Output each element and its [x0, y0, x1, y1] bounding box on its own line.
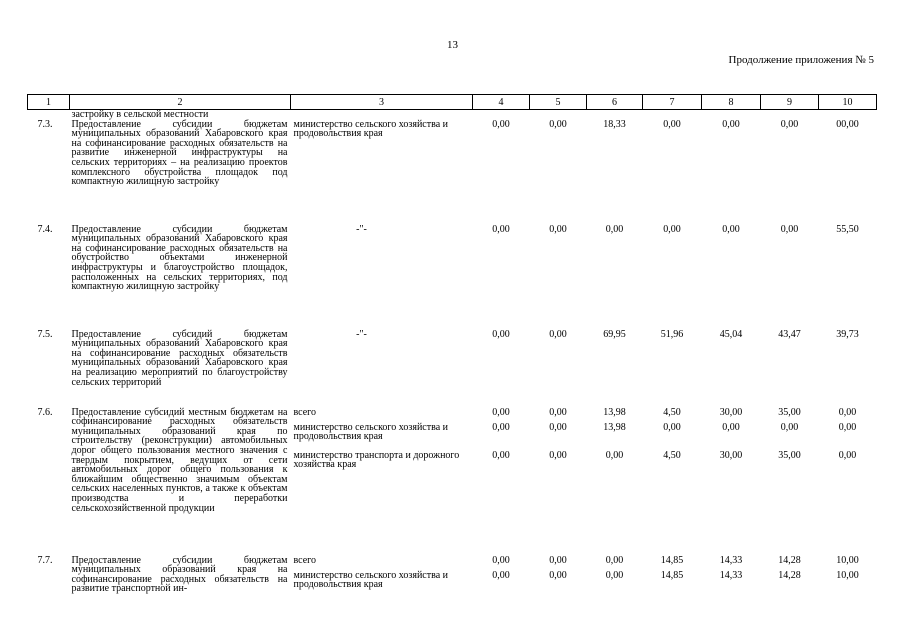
value-cell: 0,00 — [663, 223, 681, 235]
value-cell: 43,47 — [778, 328, 801, 340]
col-header-1: 1 — [28, 95, 70, 110]
value-cell: 0,00 — [838, 449, 857, 461]
row-number: 7.6. — [37, 406, 53, 418]
value-cell: 0,00 — [838, 406, 857, 418]
col-header-7: 7 — [643, 95, 702, 110]
row-number: 7.5. — [37, 328, 53, 340]
value-column — [643, 556, 702, 596]
value-cell: 30,00 — [719, 406, 743, 418]
value-cell: 18,33 — [603, 118, 626, 130]
value-cell: 0,00 — [549, 328, 567, 340]
value-cell: 0,00 — [663, 421, 681, 433]
page-number: 13 — [447, 39, 458, 51]
value-column — [702, 556, 761, 596]
col-header-5: 5 — [530, 95, 587, 110]
value-cell: 14,28 — [778, 569, 801, 581]
value-cell: 0,00 — [663, 118, 681, 130]
value-cell: 00,00 — [836, 118, 859, 130]
table-row — [28, 330, 877, 408]
row-executor: -"- — [356, 223, 367, 235]
value-cell: 30,00 — [719, 449, 743, 461]
header-row — [28, 95, 877, 110]
col-header-9: 9 — [761, 95, 819, 110]
row-executor: министерство сельского хозяйства и продовольствия края — [293, 118, 448, 140]
value-cell: 69,95 — [603, 328, 626, 340]
value-cell: 0,00 — [605, 449, 624, 461]
executor-agriculture: министерство сельского хозяйства и продовольствия края — [293, 421, 448, 443]
value-cell: 0,00 — [605, 569, 624, 581]
col-header-8: 8 — [702, 95, 761, 110]
table-row — [28, 408, 877, 556]
value-cell: 0,00 — [549, 421, 567, 433]
executor-transport: министерство транспорта и дорожного хозяйства края — [293, 449, 460, 471]
value-cell: 0,00 — [549, 449, 567, 461]
value-cell: 0,00 — [492, 118, 510, 130]
value-column — [643, 408, 702, 556]
value-column — [587, 556, 643, 596]
row-description: Предоставление субсидии бюджетам муниципальных образований Хабаровского края на софинансирование расходных обязательств на обустройство объектами инженерной инфраструктуры и благоустройство площадок, расположенных на сельских территориях, под компактную жилищную застройку — [71, 223, 288, 293]
value-cell: 10,00 — [836, 569, 859, 581]
value-column — [761, 556, 819, 596]
value-cell: 0,00 — [549, 223, 567, 235]
value-cell: 0,00 — [780, 421, 799, 433]
row-description: Предоставление субсидий бюджетам муниципальных образований Хабаровского края на софинансирование расходных обязательств муниципальных образований Хабаровского края на реализацию мероприятий по благоустройству сельских территорий — [71, 328, 288, 388]
value-column — [473, 556, 530, 596]
row-description: Предоставление субсидии бюджетам муниципальных образований края на софинансирование расходных обязательств на развитие транспортной ин- — [71, 554, 288, 595]
value-column — [530, 408, 587, 556]
value-cell: 0,00 — [722, 118, 740, 130]
value-cell: 51,96 — [660, 328, 684, 340]
row-executors — [291, 408, 473, 556]
row-number: 7.7. — [37, 554, 53, 566]
value-cell: 39,73 — [836, 328, 859, 340]
value-cell: 13,98 — [603, 406, 626, 418]
value-cell: 4,50 — [663, 406, 681, 418]
value-cell: 10,00 — [836, 554, 859, 566]
value-cell: 13,98 — [603, 421, 626, 433]
value-cell: 14,85 — [660, 569, 684, 581]
value-cell: 0,00 — [780, 118, 799, 130]
value-cell: 0,00 — [492, 449, 510, 461]
value-cell: 0,00 — [549, 406, 567, 418]
continuation-title: Продолжение приложения № 5 — [728, 54, 874, 66]
value-column — [530, 556, 587, 596]
value-cell: 0,00 — [722, 421, 740, 433]
value-cell: 35,00 — [778, 449, 801, 461]
executor-total: всего — [293, 406, 317, 418]
value-column — [587, 408, 643, 556]
value-column — [819, 556, 877, 596]
value-cell: 0,00 — [492, 406, 510, 418]
col-header-3: 3 — [291, 95, 473, 110]
row-number: 7.3. — [37, 118, 53, 130]
value-cell: 0,00 — [605, 554, 624, 566]
value-cell: 0,00 — [605, 223, 624, 235]
table-row — [28, 556, 877, 596]
col-header-10: 10 — [819, 95, 877, 110]
value-cell: 0,00 — [492, 554, 510, 566]
value-column — [702, 408, 761, 556]
col-header-6: 6 — [587, 95, 643, 110]
value-cell: 0,00 — [492, 223, 510, 235]
value-cell: 14,33 — [719, 554, 743, 566]
table-row — [28, 120, 877, 225]
row-executor: -"- — [356, 328, 367, 340]
continued-text: застройку в сельской местности — [71, 109, 209, 120]
value-cell: 0,00 — [492, 569, 510, 581]
value-cell: 35,00 — [778, 406, 801, 418]
col-header-2: 2 — [70, 95, 291, 110]
value-column — [819, 408, 877, 556]
value-cell: 0,00 — [549, 569, 567, 581]
value-cell: 55,50 — [836, 223, 859, 235]
col-header-4: 4 — [473, 95, 530, 110]
value-cell: 14,33 — [719, 569, 743, 581]
value-cell: 0,00 — [492, 328, 510, 340]
value-cell: 0,00 — [722, 223, 740, 235]
row-number: 7.4. — [37, 223, 53, 235]
value-cell: 14,28 — [778, 554, 801, 566]
row-executors — [291, 556, 473, 596]
value-cell: 4,50 — [663, 449, 681, 461]
value-cell: 0,00 — [549, 118, 567, 130]
executor-agriculture: министерство сельского хозяйства и продовольствия края — [293, 569, 448, 591]
executor-total: всего — [293, 554, 317, 566]
value-cell: 0,00 — [492, 421, 510, 433]
value-cell: 0,00 — [780, 223, 799, 235]
value-column — [761, 408, 819, 556]
value-cell: 14,85 — [660, 554, 684, 566]
value-column — [473, 408, 530, 556]
table-row — [28, 225, 877, 330]
value-cell: 0,00 — [549, 554, 567, 566]
row-description: Предоставление субсидии бюджетам муниципальных образований Хабаровского края на софинансирование расходных обязательств на развитие инженерной инфраструктуры на сельских территориях – на реализацию проектов комплексного обустройства площадок под компактную жилищную застройку — [71, 118, 288, 188]
value-cell: 45,04 — [719, 328, 743, 340]
appendix-table — [27, 94, 877, 596]
row-description: Предоставление субсидий местным бюджетам на софинансирование расходных обязательств муниципальных образований края по строительству (реконструкции) автомобильных дорог общего пользования местного значения с твердым покрытием, ведущих от сети автомобильных дорог общего пользования к ближайшим общественно значимым объектам сельских населенных пунктов, а также к объектам производства и переработки сельскохозяйственной продукции — [71, 406, 288, 514]
value-cell: 0,00 — [838, 421, 857, 433]
